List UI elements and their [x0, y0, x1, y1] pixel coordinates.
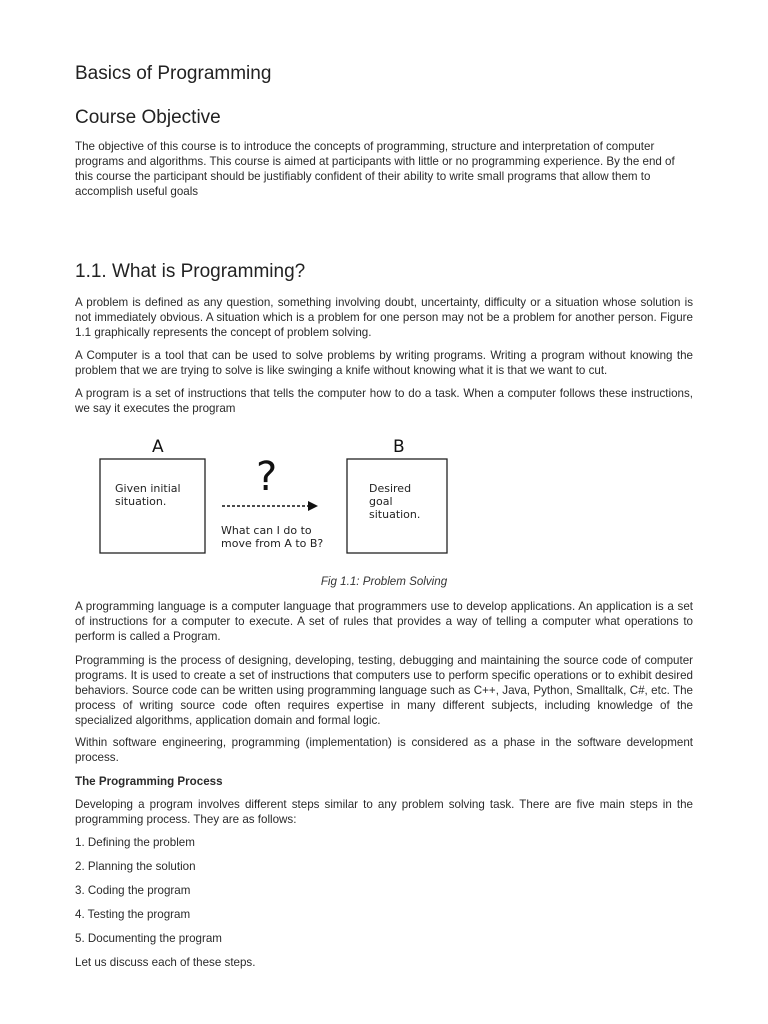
problem-solving-figure: [92, 430, 462, 560]
box-a-line2: situation.: [115, 495, 167, 508]
paragraph-software-engineering: Within software engineering, programming (implementation) is considered as a phase in the software development process.: [75, 736, 693, 764]
box-b-line2: goal: [369, 495, 393, 508]
section-heading-what-is-programming: 1.1. What is Programming?: [75, 261, 306, 282]
box-b-line3: situation.: [369, 508, 421, 521]
question-mark: ?: [256, 454, 278, 500]
figure-label-a: A: [152, 437, 164, 457]
closing-sentence: Let us discuss each of these steps.: [75, 956, 256, 969]
paragraph-programming-language: A programming language is a computer language that programmers use to develop applications. An application is a set of instructions for a computer to execute. A set of rules that provides a way of telling a computer what operations to perform is called a Program.: [75, 600, 693, 643]
document-title: Basics of Programming: [75, 63, 272, 84]
section-title-course-objective: Course Objective: [75, 107, 221, 128]
list-item: 1. Defining the problem: [75, 836, 195, 849]
paragraph-problem-definition: A problem is defined as any question, something involving doubt, uncertainty, difficulty or a situation whose solution is not immediately obvious. A situation which is a problem for one person may not be a problem for another person. Figure 1.1 graphically represents the concept of problem solving.: [75, 296, 693, 339]
arrow-text-line2: move from A to B?: [221, 537, 324, 550]
box-a-line1: Given initial: [115, 482, 181, 495]
list-item: 2. Planning the solution: [75, 860, 196, 873]
paragraph-programming-process: Programming is the process of designing, developing, testing, debugging and maintaining the source code of computer programs. It is used to create a set of instructions that computers use to perform specific operations or to exhibit desired behaviors. Source code can be written using programming language such as C++, Java, Python, Smalltalk, C#, etc. The process of writing source code often requires expertise in many different subjects, including knowledge of the specialized algorithms, application domain and formal logic.: [75, 654, 693, 727]
heading-programming-process: The Programming Process: [75, 775, 223, 788]
figure-label-b: B: [393, 437, 405, 457]
arrow-text-line1: What can I do to: [221, 524, 312, 537]
box-b-line1: Desired: [369, 482, 412, 495]
paragraph-computer-tool: A Computer is a tool that can be used to solve problems by writing programs. Writing a program without knowing the problem that we are trying to solve is like swinging a knife without knowing what it is that we want to cut.: [75, 349, 693, 377]
list-item: 3. Coding the program: [75, 884, 191, 897]
list-item: 5. Documenting the program: [75, 932, 222, 945]
list-item: 4. Testing the program: [75, 908, 191, 921]
box-b: [347, 459, 447, 553]
paragraph-steps-intro: Developing a program involves different steps similar to any problem solving task. There are five main steps in the programming process. They are as follows:: [75, 798, 693, 826]
arrow-head-icon: [308, 501, 318, 511]
objective-paragraph: The objective of this course is to introduce the concepts of programming, structure and interpretation of computer programs and algorithms. This course is aimed at participants with little or no programming experience. By the end of this course the participant should be justifiably confident of their ability to write small programs that allow them to accomplish useful goals: [75, 140, 675, 198]
figure-caption: Fig 1.1: Problem Solving: [320, 575, 448, 588]
paragraph-program-definition: A program is a set of instructions that tells the computer how to do a task. When a computer follows these instructions, we say it executes the program: [75, 387, 693, 415]
